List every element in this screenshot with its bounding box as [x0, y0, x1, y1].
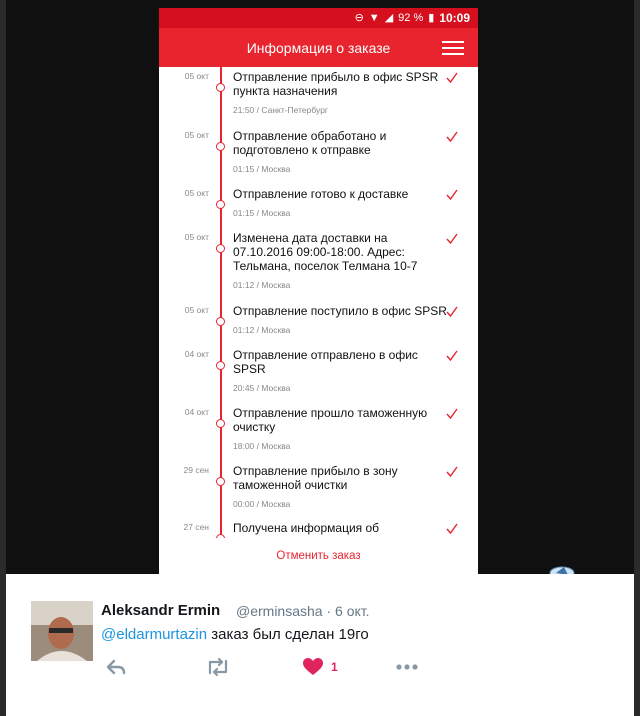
avatar[interactable]: [31, 601, 93, 661]
check-icon: [445, 188, 459, 202]
event-date: 05 окт: [184, 232, 209, 242]
event-meta: 20:45 / Москва: [233, 383, 291, 393]
event-date: 05 окт: [184, 130, 209, 140]
app-bar: [159, 28, 478, 67]
event-date: 05 окт: [184, 188, 209, 198]
timeline-dot-icon: [216, 317, 225, 326]
event-date: 29 сен: [183, 465, 209, 475]
event-meta: 18:00 / Москва: [233, 441, 291, 451]
event-meta: 00:00 / Москва: [233, 499, 291, 509]
tweet-card: [6, 574, 634, 716]
event-text: Получена информация об: [233, 521, 380, 535]
event-text: Изменена дата доставки на 07.10.2016 09:00-18:00. Адрес: Тельмана, поселок Телмана 10-7: [233, 231, 418, 273]
more-dots-icon: [395, 658, 419, 676]
event-text: Отправление поступило в офис SPSR: [233, 304, 447, 318]
cancel-order-button[interactable]: Отменить заказ: [276, 550, 361, 562]
event-meta: 01:15 / Москва: [233, 164, 291, 174]
retweet-icon: [205, 658, 231, 676]
order-timeline[interactable]: [159, 67, 478, 538]
event-date: 05 окт: [184, 305, 209, 315]
check-icon: [445, 349, 459, 363]
check-icon: [445, 232, 459, 246]
dnd-icon: ⊖: [354, 11, 364, 24]
check-icon: [445, 305, 459, 319]
event-meta: 21:50 / Санкт-Петербург: [233, 105, 329, 115]
heart-icon: [303, 658, 323, 676]
timeline-dot-icon: [216, 142, 225, 151]
check-icon: [445, 71, 459, 85]
check-icon: [445, 407, 459, 421]
tweet-body-text: заказ был сделан 19го: [207, 626, 369, 643]
timeline-dot-icon: [216, 419, 225, 428]
status-bar: [159, 8, 478, 28]
status-time: 10:09: [439, 11, 470, 25]
timeline-dot-icon: [216, 244, 225, 253]
like-button[interactable]: [303, 658, 338, 676]
mention-link[interactable]: @eldarmurtazin: [101, 626, 208, 643]
check-icon: [445, 130, 459, 144]
event-text: Отправление прошло таможенную очистку: [233, 406, 428, 434]
timeline-dot-icon: [216, 361, 225, 370]
author-name[interactable]: Aleksandr Ermin: [101, 602, 221, 619]
timeline-dot-icon: [216, 200, 225, 209]
event-text: Отправление прибыло в зону таможенной очистки: [233, 464, 398, 492]
tweet-actions: [101, 658, 431, 680]
more-button[interactable]: [395, 658, 419, 676]
like-count: 1: [331, 660, 338, 674]
event-text: Отправление готово к доставке: [233, 187, 409, 201]
page-title: Информация о заказе: [246, 39, 391, 56]
author-handle[interactable]: @erminsasha · 6 окт.: [236, 603, 370, 619]
event-text: Отправление обработано и подготовлено к отправке: [233, 129, 387, 157]
wifi-icon: ▼: [368, 11, 380, 24]
timeline-dot-icon: [216, 83, 225, 92]
signal-icon: ◢: [384, 11, 394, 24]
menu-icon[interactable]: [442, 41, 464, 55]
frame-edge-right: [634, 0, 640, 716]
cancel-bar: [159, 538, 478, 574]
event-date: 04 окт: [184, 349, 209, 359]
event-text: Отправление отправлено в офис SPSR: [233, 348, 418, 376]
check-icon: [445, 522, 459, 536]
retweet-button[interactable]: [205, 658, 231, 676]
event-text: Отправление прибыло в офис SPSR пункта назначения: [233, 70, 439, 98]
event-meta: 01:12 / Москва: [233, 280, 291, 290]
battery-icon: ▮: [428, 11, 435, 24]
check-icon: [445, 465, 459, 479]
event-meta: 01:15 / Москва: [233, 208, 291, 218]
event-date: 05 окт: [184, 71, 209, 81]
timeline-dot-icon: [216, 477, 225, 486]
phone-screenshot: [159, 8, 478, 574]
tweet-text: [101, 626, 369, 643]
event-meta: 01:12 / Москва: [233, 325, 291, 335]
battery-percent: 92 %: [398, 12, 424, 24]
event-date: 04 окт: [184, 407, 209, 417]
reply-button[interactable]: [105, 658, 127, 676]
timeline-line: [220, 67, 222, 538]
reply-icon: [105, 658, 127, 676]
event-date: 27 сен: [183, 522, 209, 532]
